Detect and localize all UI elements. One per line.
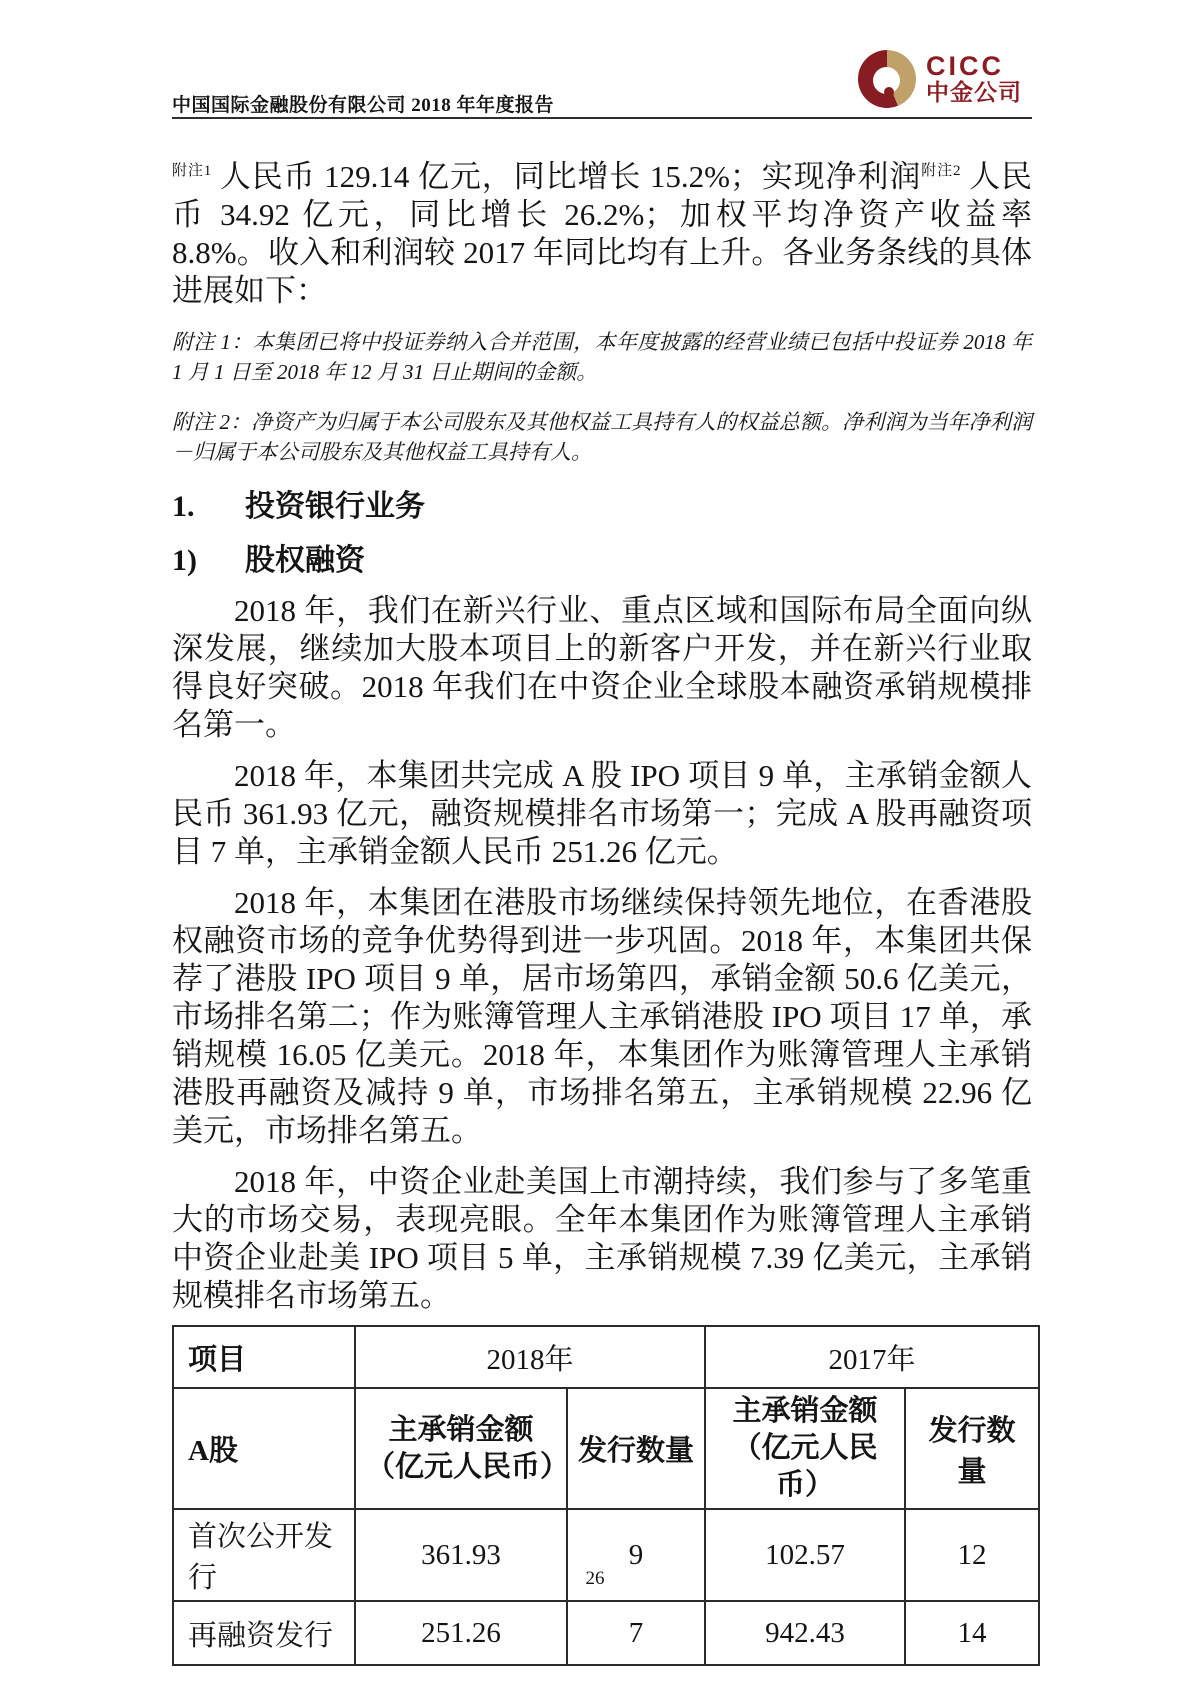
paragraph-us-market: 2018 年，中资企业赴美国上市潮持续，我们参与了多笔重大的市场交易，表现亮眼。全年本集团作为账簿管理人主承销中资企业赴美 IPO 项目 5 单，主承销规模 7.39 亿美元，主承销规模排名市场第五。 (172, 1164, 1032, 1313)
paragraph-a-share: 2018 年，本集团共完成 A 股 IPO 项目 9 单，主承销金额人民币 361.93 亿元，融资规模排名市场第一；完成 A 股再融资项目 7 单，主承销金额人民币 251.26 亿元。 (172, 758, 1032, 869)
logo-latin-text: CICC (926, 51, 1004, 81)
subsection-1-title: 股权融资 (245, 544, 365, 577)
report-header-title: 中国国际金融股份有限公司 2018 年年度报告 (172, 95, 555, 116)
section-1-heading (172, 489, 1032, 525)
amount-header-line2: （亿元人民币） (732, 1432, 878, 1501)
footnote-ref-2: 附注2 (921, 163, 961, 179)
section-1-title: 投资银行业务 (245, 490, 425, 523)
equity-financing-table (172, 1325, 1040, 1666)
intro-text-a: 人民币 129.14 亿元，同比增长 15.2%；实现净利润 (211, 159, 922, 194)
cicc-logo-icon (858, 50, 916, 108)
amount-header-line1: 主承销金额 (388, 1413, 534, 1446)
amount-2017: 942.43 (705, 1601, 905, 1665)
table-row-subheaders (173, 1388, 1039, 1509)
count-2017: 12 (905, 1509, 1039, 1601)
footnote-2: 附注 2：净资产为归属于本公司股东及其他权益工具持有人的权益总额。净利润为当年净利润－归属于本公司股东及其他权益工具持有人。 (172, 410, 1032, 464)
table-header-item: 项目 (173, 1326, 355, 1388)
table-subheader-count-2018: 发行数量 (567, 1388, 705, 1509)
subsection-1-number: 1) (172, 544, 197, 577)
count-2017: 14 (905, 1601, 1039, 1665)
amount-2017: 102.57 (705, 1509, 905, 1601)
count-2018: 9 (567, 1509, 705, 1601)
intro-paragraph (172, 158, 1032, 310)
logo-chinese-text: 中金公司 (926, 79, 1022, 105)
table-header-2017: 2017年 (705, 1326, 1039, 1388)
amount-2018: 251.26 (355, 1601, 567, 1665)
row-label: 首次公开发行 (173, 1509, 355, 1601)
logo-notch-shape (884, 87, 894, 97)
header-divider (172, 117, 1032, 119)
amount-2018: 361.93 (355, 1509, 567, 1601)
table-row-refinancing (173, 1601, 1039, 1665)
count-2018: 7 (567, 1601, 705, 1665)
subsection-1-heading (172, 543, 1032, 579)
main-content (172, 150, 1032, 1666)
amount-header-line2: （亿元人民币） (366, 1450, 570, 1483)
intro-text-b: 人民币 34.92 亿元，同比增长 26.2%；加权平均净资产收益率 8.8%。收入和利润较 2017 年同比均有上升。各业务条线的具体进展如下： (172, 159, 1032, 308)
section-1-number: 1. (172, 490, 195, 523)
page-number: 26 (585, 1568, 605, 1589)
table-header-2018: 2018年 (355, 1326, 705, 1388)
logo-wordmark (926, 53, 1022, 105)
footnote-ref-1: 附注1 (172, 163, 212, 179)
table-subheader-ashare: A股 (173, 1388, 355, 1509)
paragraph-equity-overview: 2018 年，我们在新兴行业、重点区域和国际布局全面向纵深发展，继续加大股本项目上的新客户开发，并在新兴行业取得良好突破。2018 年我们在中资企业全球股本融资承销规模排名第一。 (172, 593, 1032, 742)
paragraph-hk-market: 2018 年，本集团在港股市场继续保持领先地位，在香港股权融资市场的竞争优势得到进一步巩固。2018 年，本集团共保荐了港股 IPO 项目 9 单，居市场第四，承销金额 50.6 亿美元，市场排名第二；作为账簿管理人主承销港股 IPO 项目 17 单，承销规模 16.05 亿美元。2018 年，本集团作为账簿管理人主承销港股再融资及减持 9 单，市场排名第五，主承销规模 22.96 亿美元，市场排名第五。 (172, 885, 1032, 1148)
footnote-1: 附注 1：本集团已将中投证券纳入合并范围，本年度披露的经营业绩已包括中投证券 2018 年 1 月 1 日至 2018 年 12 月 31 日止期间的金额。 (172, 330, 1032, 384)
table-subheader-amount-2017 (705, 1388, 905, 1509)
cicc-logo (858, 50, 1022, 108)
table-row-years (173, 1326, 1039, 1388)
row-label: 再融资发行 (173, 1601, 355, 1665)
amount-header-line1: 主承销金额 (732, 1395, 878, 1427)
table-subheader-amount-2018 (355, 1388, 570, 1509)
table-subheader-count-2017: 发行数量 (905, 1388, 1039, 1509)
